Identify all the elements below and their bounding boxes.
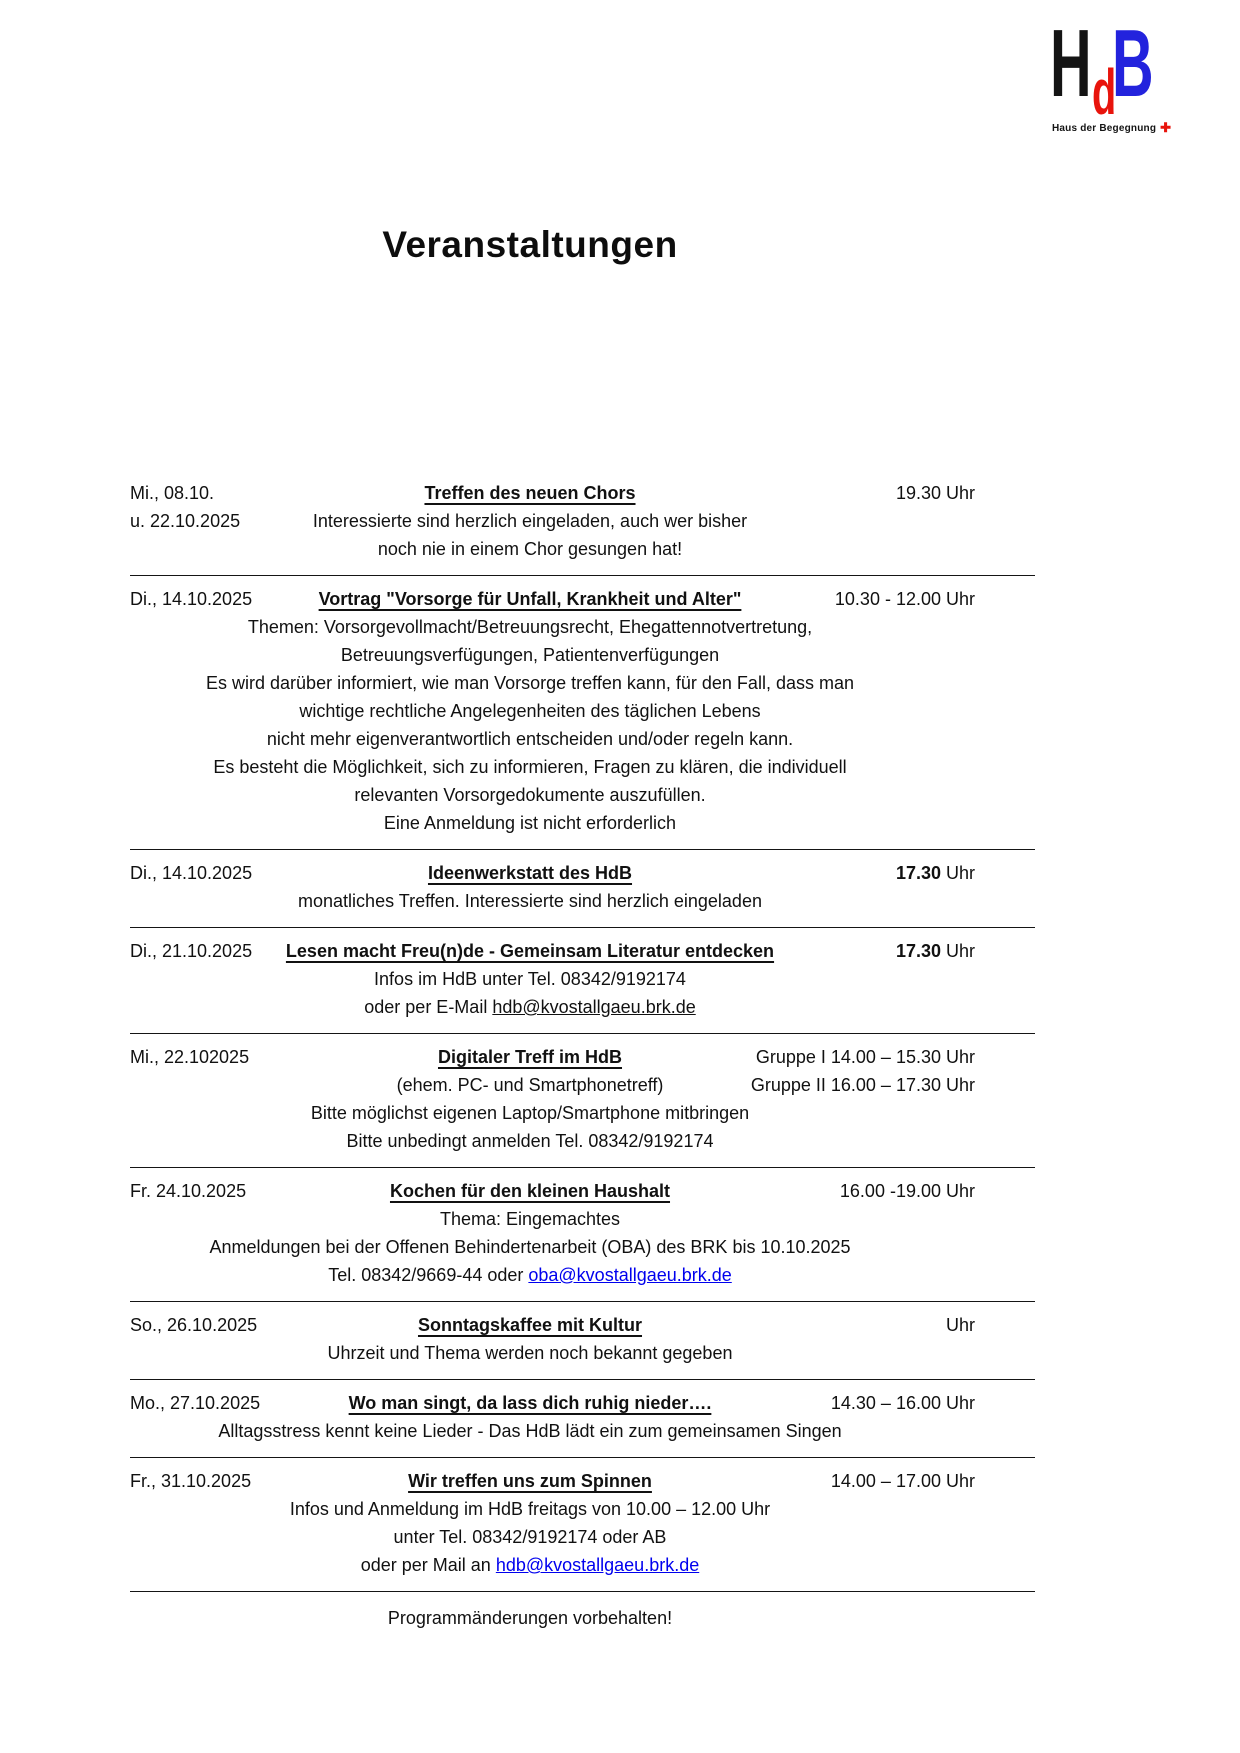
logo-caption: Haus der Begegnung ✚	[1052, 120, 1172, 135]
event-date: Mi., 22.102025	[130, 1047, 250, 1067]
event-block	[130, 1458, 1035, 1592]
email-link[interactable]: oba@kvostallgaeu.brk.de	[528, 1265, 732, 1285]
event-time: 14.00 – 17.00 Uhr	[830, 1471, 975, 1491]
event-time: 14.30 – 16.00 Uhr	[830, 1393, 975, 1413]
event-block	[130, 1302, 1035, 1380]
event-date: So., 26.10.2025	[130, 1315, 258, 1335]
event-description-line: nicht mehr eigenverantwortlich entscheiden und/oder regeln kann.	[266, 729, 794, 749]
event-time: 17.30 Uhr	[895, 941, 975, 961]
event-description-row	[130, 507, 1035, 535]
event-description-line: Anmeldungen bei der Offenen Behindertenarbeit (OBA) des BRK bis 10.10.2025	[209, 1237, 851, 1257]
event-description-line: Alltagsstress kennt keine Lieder - Das HdB lädt ein zum gemeinsamen Singen	[218, 1421, 842, 1441]
event-description-line: Bitte unbedingt anmelden Tel. 08342/9192174	[346, 1131, 714, 1151]
event-description-line: wichtige rechtliche Angelegenheiten des täglichen Lebens	[299, 701, 761, 721]
event-date-continued: u. 22.10.2025	[130, 511, 241, 531]
event-block	[130, 1034, 1035, 1168]
email-link[interactable]: hdb@kvostallgaeu.brk.de	[492, 997, 696, 1017]
event-title: Ideenwerkstatt des HdB	[427, 863, 633, 883]
event-header-row	[130, 937, 1035, 965]
event-header-row	[130, 479, 1035, 507]
event-title: Digitaler Treff im HdB	[437, 1047, 623, 1067]
event-block	[130, 928, 1035, 1034]
event-time: 17.30 Uhr	[895, 863, 975, 883]
event-block	[130, 470, 1035, 576]
event-description-line: relevanten Vorsorgedokumente auszufüllen.	[354, 785, 706, 805]
event-description-line: oder per Mail an hdb@kvostallgaeu.brk.de	[360, 1555, 700, 1575]
event-block	[130, 576, 1035, 850]
event-description-line: monatliches Treffen. Interessierte sind herzlich eingeladen	[298, 891, 762, 911]
event-title: Treffen des neuen Chors	[424, 483, 636, 503]
event-header-row	[130, 1311, 1035, 1339]
event-date: Fr., 31.10.2025	[130, 1471, 252, 1491]
event-description-line: Eine Anmeldung ist nicht erforderlich	[383, 813, 677, 833]
event-description-line: unter Tel. 08342/9192174 oder AB	[393, 1527, 667, 1547]
event-header-row	[130, 585, 1035, 613]
event-description-line: Themen: Vorsorgevollmacht/Betreuungsrecht, Ehegattennotvertretung,	[247, 617, 813, 637]
event-description-line: Infos im HdB unter Tel. 08342/9192174	[374, 969, 686, 989]
event-description-line: Uhrzeit und Thema werden noch bekannt gegeben	[327, 1343, 733, 1363]
event-date: Di., 14.10.2025	[130, 863, 253, 883]
event-description-line: Thema: Eingemachtes	[439, 1209, 621, 1229]
event-block	[130, 1380, 1035, 1458]
footer-note: Programmänderungen vorbehalten!	[387, 1608, 673, 1628]
event-description-line: Es wird darüber informiert, wie man Vorsorge treffen kann, für den Fall, dass man	[206, 673, 854, 693]
event-header-row	[130, 1467, 1035, 1495]
event-date: Mi., 08.10.	[130, 483, 215, 503]
logo-letter-h: H	[1050, 10, 1092, 117]
logo-letter-b: B	[1112, 10, 1154, 117]
event-time: 10.30 - 12.00 Uhr	[834, 589, 975, 609]
event-time: 16.00 -19.00 Uhr	[839, 1181, 975, 1201]
event-description-line: Interessierte sind herzlich eingeladen, auch wer bisher	[312, 511, 748, 531]
event-description-line: noch nie in einem Chor gesungen hat!	[377, 539, 683, 559]
page-title: Veranstaltungen	[382, 224, 678, 265]
event-title: Vortrag "Vorsorge für Unfall, Krankheit und Alter"	[318, 589, 742, 609]
event-subtitle: (ehem. PC- und Smartphonetreff)	[396, 1075, 664, 1095]
event-time-group1: Gruppe I 14.00 – 15.30 Uhr	[755, 1047, 975, 1067]
event-header-row	[130, 1389, 1035, 1417]
event-description-line: Bitte möglichst eigenen Laptop/Smartphone mitbringen	[310, 1103, 750, 1123]
event-description-line: Infos und Anmeldung im HdB freitags von 10.00 – 12.00 Uhr	[289, 1499, 771, 1519]
event-title: Wo man singt, da lass dich ruhig nieder….	[348, 1393, 712, 1413]
event-description-line: Betreuungsverfügungen, Patientenverfügungen	[340, 645, 720, 665]
event-header-row	[130, 859, 1035, 887]
event-time: 19.30 Uhr	[895, 483, 975, 503]
event-header-row	[130, 1043, 1035, 1071]
event-description-line: oder per E-Mail hdb@kvostallgaeu.brk.de	[364, 997, 696, 1017]
logo-letter-d: d	[1092, 56, 1117, 128]
events-list	[130, 470, 1035, 1629]
event-title: Lesen macht Freu(n)de - Gemeinsam Literatur entdecken	[285, 941, 775, 961]
event-title: Wir treffen uns zum Spinnen	[408, 1471, 652, 1491]
event-date: Mo., 27.10.2025	[130, 1393, 261, 1413]
event-date: Di., 21.10.2025	[130, 941, 253, 961]
red-cross-icon: ✚	[1160, 120, 1172, 135]
event-date: Fr. 24.10.2025	[130, 1181, 247, 1201]
event-date: Di., 14.10.2025	[130, 589, 253, 609]
event-title: Sonntagskaffee mit Kultur	[417, 1315, 643, 1335]
event-subtitle-row	[130, 1071, 1035, 1099]
event-block	[130, 850, 1035, 928]
event-description-line: Es besteht die Möglichkeit, sich zu informieren, Fragen zu klären, die individuell	[213, 757, 847, 777]
event-header-row	[130, 1177, 1035, 1205]
event-description-line: Tel. 08342/9669-44 oder oba@kvostallgaeu.brk.de	[328, 1265, 732, 1285]
event-block	[130, 1168, 1035, 1302]
event-time: Uhr	[945, 1315, 975, 1335]
hdb-logo	[1050, 10, 1200, 135]
event-time-group2: Gruppe II 16.00 – 17.30 Uhr	[750, 1075, 975, 1095]
event-title: Kochen für den kleinen Haushalt	[389, 1181, 671, 1201]
email-link[interactable]: hdb@kvostallgaeu.brk.de	[495, 1555, 700, 1575]
